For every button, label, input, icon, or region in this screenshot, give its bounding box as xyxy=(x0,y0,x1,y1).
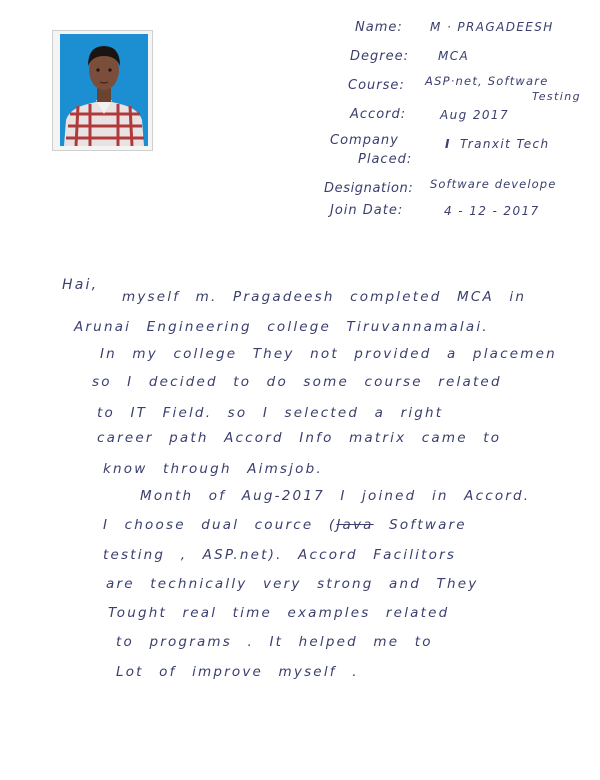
letter-line: career path Accord Info matrix came to xyxy=(97,430,502,446)
letter-line: In my college They not provided a placemen xyxy=(100,346,557,362)
letter-line: so I decided to do some course related xyxy=(92,374,502,390)
name-value: M · PRAGADEESH xyxy=(430,20,554,34)
letter-line: know through Aimsjob. xyxy=(103,461,323,477)
passport-photo-frame xyxy=(52,30,153,151)
accord-value: Aug 2017 xyxy=(440,108,509,122)
letter-line: myself m. Pragadeesh completed MCA in xyxy=(122,289,527,305)
course-value-line2: Testing xyxy=(532,90,581,103)
join-date-label: Join Date: xyxy=(330,203,404,218)
greeting: Hai, xyxy=(62,277,99,293)
designation-label: Designation: xyxy=(324,181,414,196)
company-value: Tranxit Tech xyxy=(460,137,550,151)
join-date-value: 4 - 12 - 2017 xyxy=(444,204,540,218)
company-label-line1: Company xyxy=(330,133,399,148)
letter-line: are technically very strong and They xyxy=(106,576,479,592)
letter-line: Tought real time examples related xyxy=(108,605,450,621)
letter-line: Arunai Engineering college Tiruvannamalai. xyxy=(74,319,489,335)
choose-text-start: I choose dual cource ( xyxy=(103,517,337,533)
course-label: Course: xyxy=(348,78,405,93)
letter-line-choose xyxy=(103,517,467,533)
degree-label: Degree: xyxy=(350,49,409,64)
name-label: Name: xyxy=(355,20,403,35)
struck-word: Java xyxy=(336,517,374,533)
letter-line: testing , ASP.net). Accord Facilitors xyxy=(103,547,457,563)
designation-value: Software develope xyxy=(430,177,557,191)
letter-line: to programs . It helped me to xyxy=(116,634,433,650)
degree-value: MCA xyxy=(438,49,470,63)
letter-line: Month of Aug-2017 I joined in Accord. xyxy=(140,488,531,504)
letter-line: Lot of improve myself . xyxy=(116,664,359,680)
passport-photo xyxy=(60,34,148,146)
accord-label: Accord: xyxy=(350,107,407,122)
company-value-mark: I xyxy=(445,137,451,151)
choose-text-end: Software xyxy=(373,517,467,533)
letter-line: to IT Field. so I selected a right xyxy=(97,405,444,421)
course-value-line1: ASP·net, Software xyxy=(425,74,549,88)
company-label-line2: Placed: xyxy=(358,152,413,167)
